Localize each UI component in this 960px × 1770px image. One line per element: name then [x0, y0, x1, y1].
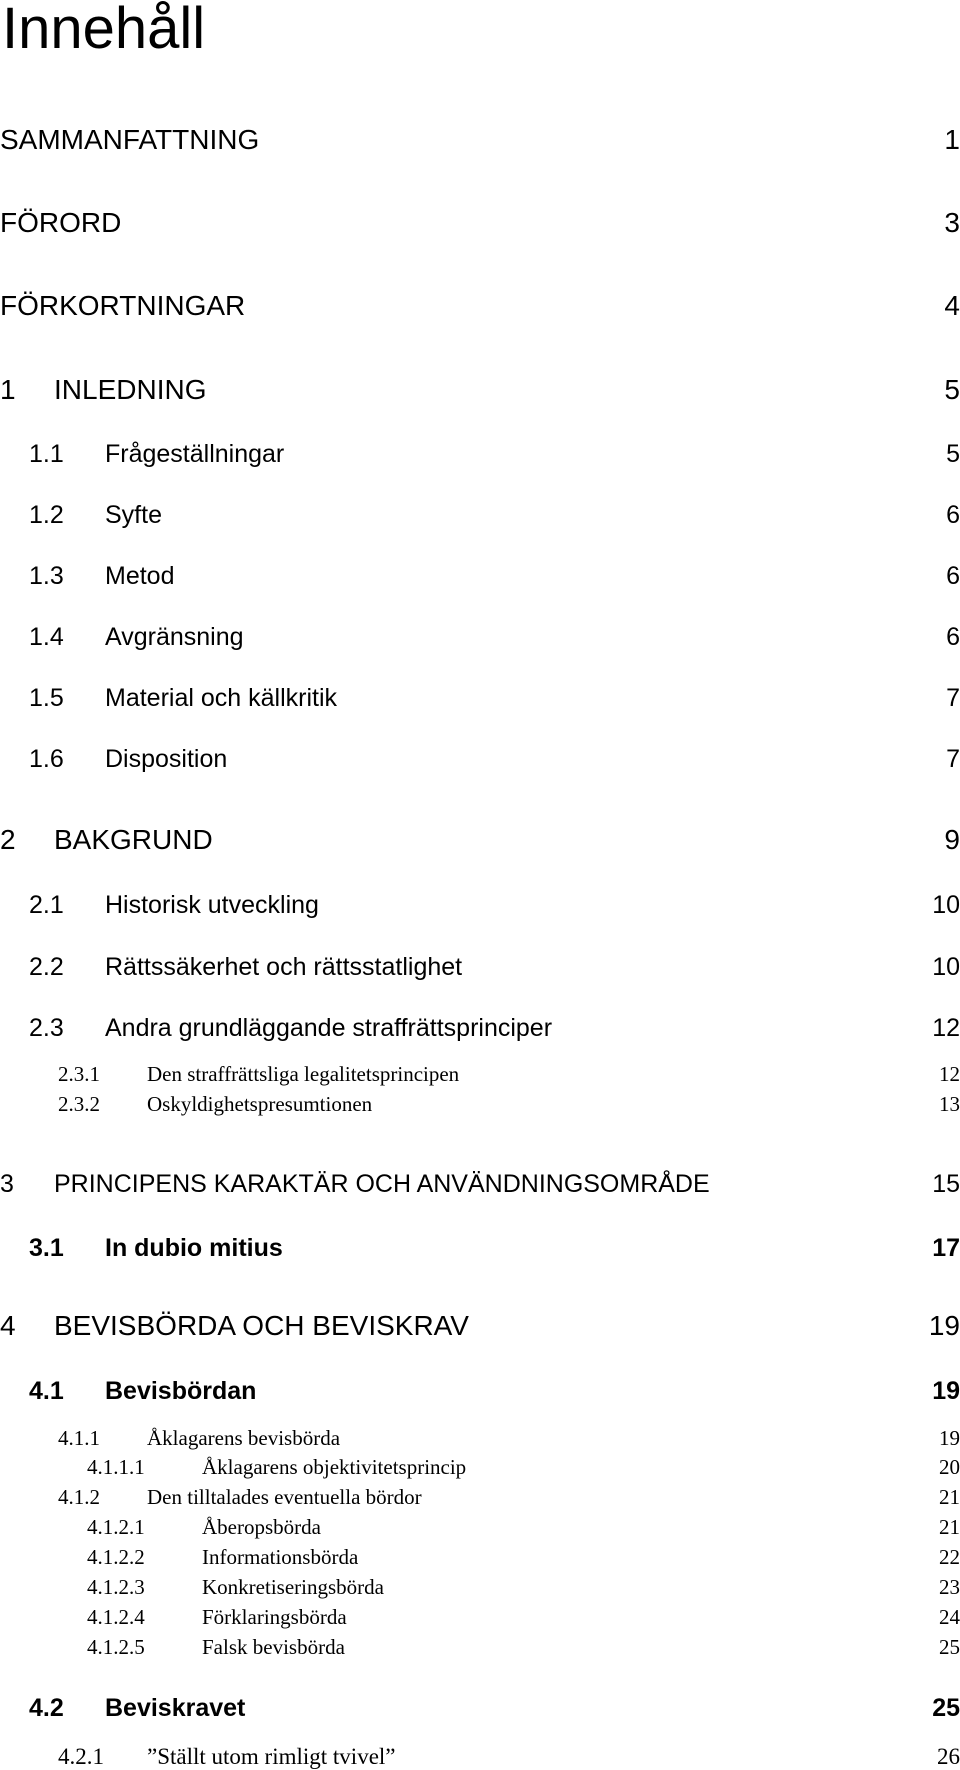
toc-number: 4.2.1	[58, 1744, 104, 1769]
toc-label: Konkretiseringsbörda	[202, 1575, 384, 1599]
toc-label: PRINCIPENS KARAKTÄR OCH ANVÄNDNINGSOMRÅDE	[54, 1170, 710, 1198]
toc-label: In dubio mitius	[105, 1234, 283, 1262]
toc-label: Avgränsning	[105, 623, 244, 651]
toc-label: SAMMANFATTNING	[0, 124, 260, 155]
toc-label: Åklagarens objektivitetsprincip	[202, 1455, 467, 1479]
toc-number: 4.1.2.5	[87, 1635, 145, 1659]
toc-page: 22	[939, 1545, 960, 1569]
toc-number: 1.1	[29, 440, 64, 468]
toc-label: Oskyldighetspresumtionen	[147, 1092, 373, 1116]
toc-label: Informationsbörda	[202, 1545, 359, 1569]
toc-page: 21	[939, 1485, 960, 1509]
toc-page: 6	[946, 562, 960, 590]
toc-page: 6	[946, 501, 960, 529]
toc-page: 5	[944, 374, 960, 405]
toc-label: Beviskravet	[105, 1694, 246, 1722]
toc-page: 1	[944, 124, 960, 155]
toc-number: 4.1.2.1	[87, 1515, 145, 1539]
toc-page: 19	[928, 1310, 960, 1341]
toc-label: Disposition	[105, 745, 228, 773]
toc-label: BEVISBÖRDA OCH BEVISKRAV	[54, 1310, 469, 1341]
toc-page: 4	[944, 290, 960, 321]
toc-page: 10	[932, 953, 960, 981]
toc-label: Åklagarens bevisbörda	[147, 1426, 341, 1450]
toc-label: Andra grundläggande straffrättsprinciper	[105, 1014, 553, 1042]
toc-number: 1.5	[29, 684, 64, 712]
toc-number: 4.1.2.3	[87, 1575, 145, 1599]
toc-number: 2.1	[29, 891, 64, 919]
toc-number: 4.1.2.4	[87, 1605, 145, 1629]
page-title: Innehåll	[2, 0, 206, 61]
toc-page: 9	[944, 824, 960, 855]
toc-page: 19	[932, 1377, 960, 1405]
toc-number: 4.1.2.2	[87, 1545, 145, 1569]
toc-label: ”Ställt utom rimligt tvivel”	[147, 1744, 396, 1769]
toc-number: 3.1	[29, 1234, 64, 1262]
toc-number: 1.4	[29, 623, 64, 651]
toc-page: 25	[939, 1635, 960, 1659]
toc-number: 1.3	[29, 562, 64, 590]
toc-page: 25	[932, 1694, 960, 1722]
toc-page: 21	[939, 1515, 960, 1539]
toc-label: Frågeställningar	[105, 440, 285, 468]
toc-label: Syfte	[105, 501, 162, 529]
toc-number: 1.6	[29, 745, 64, 773]
toc-page: 12	[932, 1014, 960, 1042]
toc-number: 4	[0, 1310, 16, 1341]
toc-page: 17	[932, 1234, 960, 1262]
toc-page: 15	[932, 1170, 960, 1198]
toc-label: Metod	[105, 562, 175, 590]
toc-number: 4.1.1.1	[87, 1455, 145, 1479]
toc-number: 4.1.1	[58, 1426, 100, 1450]
toc-number: 3	[0, 1170, 14, 1198]
toc-label: Förklaringsbörda	[202, 1605, 347, 1629]
toc-page: 13	[939, 1092, 960, 1116]
toc-number: 1.2	[29, 501, 64, 529]
toc-number: 2.3	[29, 1014, 64, 1042]
toc-page: 6	[946, 623, 960, 651]
toc-page: 5	[946, 440, 960, 468]
toc-label: Den tilltalades eventuella bördor	[147, 1485, 422, 1509]
toc-number: 1	[0, 374, 16, 405]
toc-label: Rättssäkerhet och rättsstatlighet	[105, 953, 463, 981]
toc-page: 7	[946, 745, 960, 773]
toc-page: 19	[939, 1426, 960, 1450]
toc-page: 12	[939, 1062, 960, 1086]
toc-number: 4.1	[29, 1377, 64, 1405]
toc-number: 2	[0, 824, 16, 855]
toc-label: Bevisbördan	[105, 1377, 257, 1405]
toc-page: 10	[932, 891, 960, 919]
toc-page: 7	[946, 684, 960, 712]
toc-page: 26	[937, 1744, 960, 1769]
toc-number: 2.3.2	[58, 1092, 100, 1116]
toc-label: FÖRORD	[0, 207, 122, 238]
toc-page: 23	[939, 1575, 960, 1599]
toc-label: Falsk bevisbörda	[202, 1635, 345, 1659]
toc-label: Åberopsbörda	[202, 1515, 321, 1539]
toc-page: 24	[939, 1605, 960, 1629]
toc-label: Historisk utveckling	[105, 891, 319, 919]
toc-number: 2.2	[29, 953, 64, 981]
toc-page: 3	[944, 207, 960, 238]
toc-page: 20	[939, 1455, 960, 1479]
toc-number: 4.1.2	[58, 1485, 100, 1509]
toc-label: INLEDNING	[54, 374, 207, 405]
toc-label: Material och källkritik	[105, 684, 338, 712]
toc-label: BAKGRUND	[54, 824, 213, 855]
toc-number: 4.2	[29, 1694, 64, 1722]
toc-label: Den straffrättsliga legalitetsprincipen	[147, 1062, 460, 1086]
toc-label: FÖRKORTNINGAR	[0, 290, 246, 321]
toc-number: 2.3.1	[58, 1062, 100, 1086]
